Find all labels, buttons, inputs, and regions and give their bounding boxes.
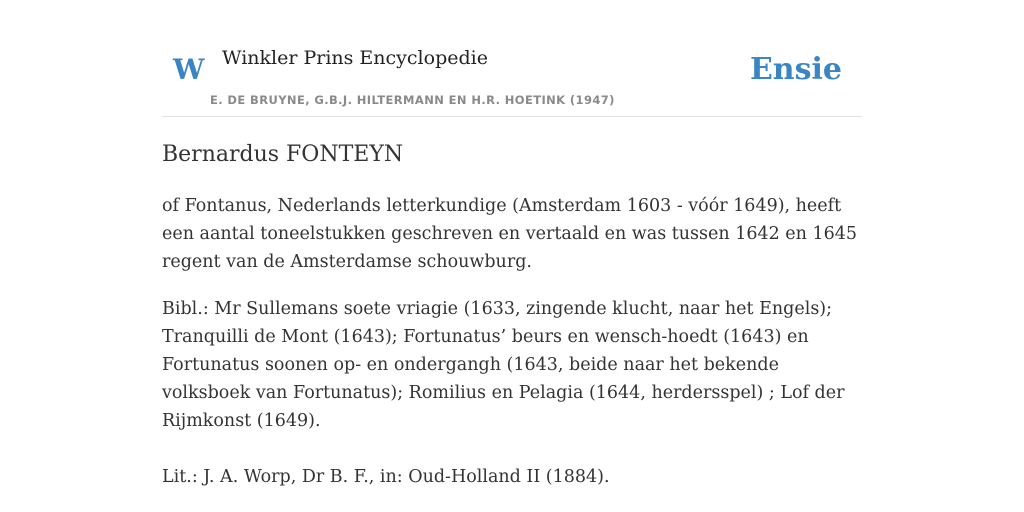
page-container	[162, 0, 862, 487]
book-title[interactable]: Winkler Prins Encyclopedie	[222, 47, 488, 69]
entry-literature: Lit.: J. A. Worp, Dr B. F., in: Oud-Holland II (1884).	[162, 467, 610, 487]
entry-title: Bernardus FONTEYN	[162, 142, 404, 167]
publication-logo[interactable]: W	[173, 53, 205, 86]
ensie-brand-link[interactable]: Ensie	[749, 52, 842, 87]
entry-definition: of Fontanus, Nederlands letterkundige (Amsterdam 1603 - vóór 1649), heeft een aantal toneelstukken geschreven en vertaald en was tussen 1642 en 1645 regent van de Amsterdamse schouwburg.	[162, 196, 858, 272]
header	[162, 0, 862, 117]
entry-bibliography: Bibl.: Mr Sullemans soete vriagie (1633, zingende klucht, naar het Engels); Tranquilli de Mont (1643); Fortunatus’ beurs en wensch-hoedt (1643) en Fortunatus soonen op- en ondergangh (1643, beide naar het bekende volksboek van Fortunatus); Romilius en Pelagia (1644, herdersspel) ; Lof der Rijmkonst (1649).	[162, 299, 845, 431]
book-authors: E. DE BRUYNE, G.B.J. HILTERMANN EN H.R. HOETINK (1947)	[210, 93, 615, 107]
